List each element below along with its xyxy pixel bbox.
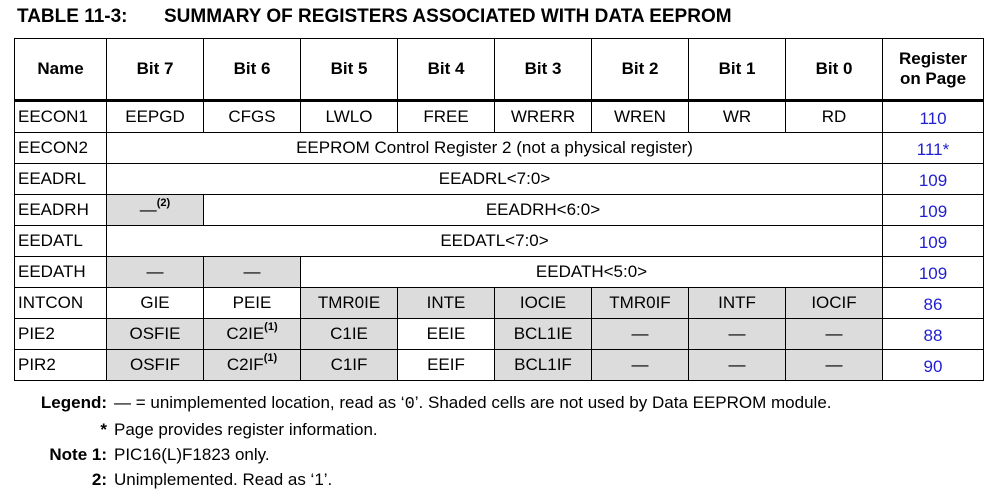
footnote-ref: (1) — [263, 352, 278, 364]
table-row — [15, 226, 984, 257]
header-page-line1: Register — [898, 49, 968, 68]
legend-star-text: Page provides register information. — [114, 420, 378, 439]
register-name: EECON1 — [15, 101, 107, 133]
register-name: EEDATL — [15, 226, 107, 257]
register-span-cell: EEADRH<6:0> — [204, 195, 883, 226]
shaded-bit-cell: INTE — [398, 288, 495, 319]
note-text: Unimplemented. Read as ‘1’. — [114, 470, 333, 489]
page-number[interactable]: 111* — [916, 140, 950, 159]
page-number[interactable]: 109 — [918, 171, 948, 190]
footnote-ref: (2) — [156, 197, 171, 209]
shaded-bit-cell: IOCIF — [786, 288, 883, 319]
page-number[interactable]: 109 — [918, 233, 948, 252]
register-span-cell: EEDATL<7:0> — [107, 226, 883, 257]
note-text: PIC16(L)F1823 only. — [114, 445, 270, 464]
page-number[interactable]: 90 — [923, 357, 943, 376]
legend-row — [17, 390, 832, 417]
register-span-cell: EEPROM Control Register 2 (not a physical register) — [107, 133, 883, 164]
register-name: PIE2 — [15, 319, 107, 350]
legend-text-part: — = unimplemented location, read as ‘ — [114, 393, 405, 412]
header-bit0: Bit 0 — [786, 39, 883, 101]
shaded-bit-cell: OSFIE — [107, 319, 204, 350]
table-row — [15, 101, 984, 133]
bit-cell: WRERR — [495, 101, 592, 133]
shaded-bit-cell: C1IF — [301, 350, 398, 381]
shaded-bit-cell: — — [107, 257, 204, 288]
bit-cell: GIE — [107, 288, 204, 319]
header-bit7: Bit 7 — [107, 39, 204, 101]
register-name: PIR2 — [15, 350, 107, 381]
bit-cell: PEIE — [204, 288, 301, 319]
legend-star-row — [17, 417, 832, 442]
shaded-bit-cell — [107, 195, 204, 226]
bit-cell: FREE — [398, 101, 495, 133]
page-link[interactable] — [883, 319, 984, 350]
page-link[interactable] — [883, 133, 984, 164]
table-row — [15, 164, 984, 195]
legend-text-part: ’. Shaded cells are not used by Data EEPROM module. — [414, 393, 832, 412]
register-name: EEADRH — [15, 195, 107, 226]
bit-cell: WR — [689, 101, 786, 133]
bit-cell: EEPGD — [107, 101, 204, 133]
page-number[interactable]: 109 — [918, 202, 948, 221]
register-name: EEADRL — [15, 164, 107, 195]
header-bit6: Bit 6 — [204, 39, 301, 101]
page-link[interactable] — [883, 226, 984, 257]
shaded-bit-cell: — — [592, 350, 689, 381]
header-name: Name — [15, 39, 107, 101]
register-summary-table — [14, 38, 984, 381]
table-title — [17, 6, 732, 28]
bit-cell: RD — [786, 101, 883, 133]
header-bit5: Bit 5 — [301, 39, 398, 101]
table-row — [15, 350, 984, 381]
shaded-bit-cell: BCL1IE — [495, 319, 592, 350]
shaded-bit-cell: — — [592, 319, 689, 350]
header-row — [15, 39, 984, 101]
bit-value: C2IF — [226, 355, 264, 374]
legend-text — [107, 390, 832, 417]
legend-label: Legend: — [40, 393, 107, 412]
shaded-bit-cell: — — [204, 257, 301, 288]
table-row — [15, 195, 984, 226]
footnote-ref: (1) — [264, 321, 278, 333]
bit-cell: LWLO — [301, 101, 398, 133]
page-link[interactable] — [883, 288, 984, 319]
register-name: INTCON — [15, 288, 107, 319]
shaded-bit-cell — [204, 350, 301, 381]
legend-zero: 0 — [404, 395, 415, 414]
shaded-bit-cell: — — [786, 319, 883, 350]
table-row — [15, 319, 984, 350]
register-name: EECON2 — [15, 133, 107, 164]
shaded-bit-cell — [204, 319, 301, 350]
header-bit3: Bit 3 — [495, 39, 592, 101]
bit-cell: CFGS — [204, 101, 301, 133]
table-row — [15, 257, 984, 288]
page-link[interactable] — [883, 195, 984, 226]
shaded-bit-cell: OSFIF — [107, 350, 204, 381]
table-row — [15, 288, 984, 319]
page-link[interactable] — [883, 257, 984, 288]
register-name: EEDATH — [15, 257, 107, 288]
bit-cell: EEIE — [398, 319, 495, 350]
shaded-bit-cell: — — [689, 319, 786, 350]
page-number[interactable]: 110 — [919, 109, 947, 128]
note-label: 2: — [91, 470, 107, 489]
legend-notes — [17, 390, 832, 492]
bit-cell: WREN — [592, 101, 689, 133]
table-row — [15, 133, 984, 164]
note-label: Note 1: — [49, 445, 107, 464]
bit-cell: EEIF — [398, 350, 495, 381]
note-row — [17, 467, 832, 492]
header-bit4: Bit 4 — [398, 39, 495, 101]
page-link[interactable] — [883, 350, 984, 381]
page-number[interactable]: 86 — [923, 295, 943, 314]
table-title-text: SUMMARY OF REGISTERS ASSOCIATED WITH DATA EEPROM — [164, 6, 732, 27]
register-span-cell: EEDATH<5:0> — [301, 257, 883, 288]
shaded-bit-cell: — — [689, 350, 786, 381]
shaded-bit-cell: — — [786, 350, 883, 381]
page-number[interactable]: 109 — [918, 264, 948, 283]
table-number: TABLE 11-3: — [17, 6, 128, 27]
page-link[interactable] — [883, 164, 984, 195]
page-number[interactable]: 88 — [923, 326, 943, 345]
page-link[interactable] — [883, 101, 984, 133]
shaded-bit-cell: C1IE — [301, 319, 398, 350]
header-register-page — [883, 39, 984, 101]
shaded-bit-cell: INTF — [689, 288, 786, 319]
shaded-bit-cell: TMR0IE — [301, 288, 398, 319]
bit-value: — — [139, 200, 157, 219]
header-bit2: Bit 2 — [592, 39, 689, 101]
shaded-bit-cell: IOCIE — [495, 288, 592, 319]
header-bit1: Bit 1 — [689, 39, 786, 101]
header-page-line2: on Page — [899, 69, 967, 88]
legend-star-label: * — [100, 420, 107, 439]
note-row — [17, 442, 832, 467]
register-span-cell: EEADRL<7:0> — [107, 164, 883, 195]
bit-value: C2IE — [226, 324, 265, 343]
shaded-bit-cell: BCL1IF — [495, 350, 592, 381]
shaded-bit-cell: TMR0IF — [592, 288, 689, 319]
